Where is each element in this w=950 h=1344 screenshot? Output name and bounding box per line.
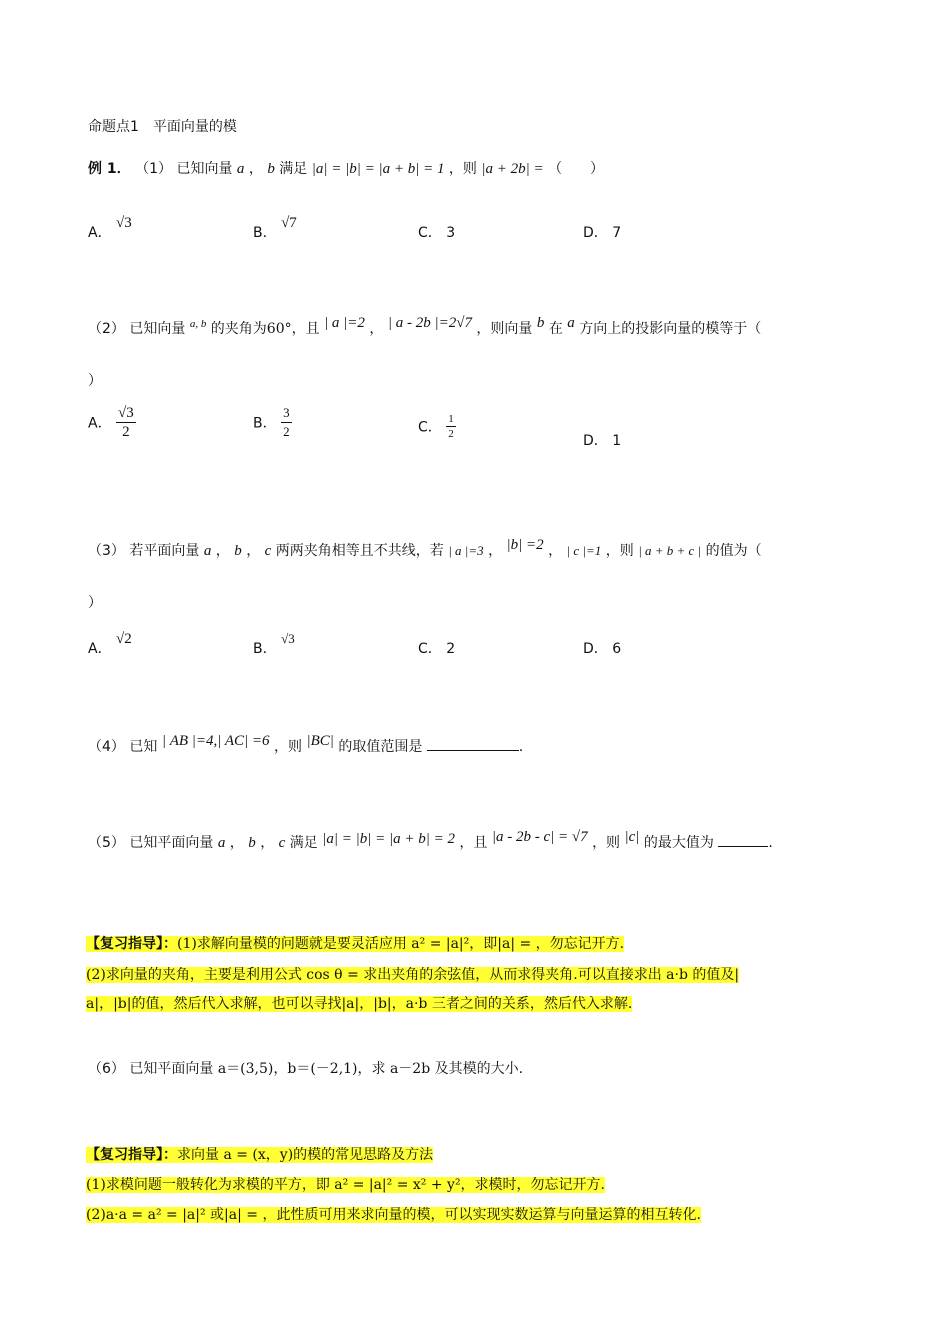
q1-option-a	[88, 215, 132, 242]
question-number: （2）	[88, 321, 125, 337]
target-formula: |c|	[624, 829, 640, 845]
condition-1: | a |=2	[324, 315, 365, 331]
var-c: c	[264, 543, 272, 559]
guide-label: 【复习指导】：	[86, 936, 177, 952]
guide-text: (1)求解向量模的问题就是要灵活应用 a² = |a|²，即|a| = ，勿忘记开方.	[177, 936, 625, 952]
q2-option-d	[583, 430, 621, 450]
option-fraction	[116, 404, 136, 441]
stem-text: 满足	[279, 161, 308, 177]
q3-option-a	[88, 631, 132, 658]
question-4	[88, 733, 524, 756]
option-letter: B．	[253, 641, 277, 657]
q1-option-d	[583, 222, 621, 242]
condition-formula: |a| = |b| = |a + b| = 1	[311, 161, 445, 177]
guide-label: 【复习指导】：	[86, 1147, 177, 1163]
question-3	[88, 537, 762, 560]
q3-option-d	[583, 638, 621, 658]
q1-option-c	[418, 222, 455, 242]
var-b: b	[536, 315, 545, 331]
stem-text: 在	[548, 321, 563, 337]
section-title: 命题点1 平面向量的模	[88, 119, 237, 135]
condition-2: |b| =2	[506, 537, 544, 553]
target-formula: | a + b + c |	[638, 543, 702, 558]
separator: ，	[369, 321, 384, 337]
guide-text: (1)求模问题一般转化为求模的平方，即 a² = |a|² = x² + y²，求模时，勿忘记开方.	[86, 1177, 606, 1193]
period: .	[768, 835, 773, 851]
guide-1-line-2	[86, 965, 739, 985]
q1-option-b	[253, 215, 297, 242]
option-letter: C．	[418, 641, 442, 657]
guide-2-line-2	[86, 1205, 701, 1225]
q2-option-c	[418, 412, 456, 441]
vars-ab: a, b	[189, 318, 207, 330]
option-letter: C．	[418, 225, 442, 241]
q2-option-b	[253, 404, 292, 441]
stem-text: 的夹角为60°，且	[210, 321, 320, 337]
option-letter: D．	[583, 641, 608, 657]
question-5	[88, 829, 773, 852]
separator: ，	[246, 543, 261, 559]
condition-formula: | AB |=4,| AC| =6	[161, 733, 270, 749]
separator: ，	[260, 835, 275, 851]
q3-option-b	[253, 631, 295, 658]
question-1	[88, 158, 604, 178]
stem-text: 方向上的投影向量的模等于（	[579, 321, 762, 337]
option-letter: D．	[583, 433, 608, 449]
option-value: 7	[612, 225, 622, 241]
separator: ，	[229, 835, 244, 851]
review-guide-2	[86, 1145, 701, 1225]
q2-close-paren: ）	[88, 373, 102, 389]
answer-blank	[427, 736, 519, 751]
var-b: b	[267, 161, 275, 177]
stem-text: 已知平面向量 a＝(3,5)，b＝(－2,1)，求 a－2b 及其模的大小.	[129, 1061, 524, 1077]
stem-text: ，则	[592, 835, 621, 851]
guide-1-line-1	[86, 934, 739, 954]
stem-text: 已知向量	[176, 161, 233, 177]
option-letter: A．	[88, 415, 112, 432]
var-b: b	[234, 543, 242, 559]
option-letter: A．	[88, 225, 112, 241]
option-letter: D．	[583, 225, 608, 241]
stem-text: 若平面向量	[129, 543, 200, 559]
fraction-denominator: 2	[283, 424, 290, 439]
q3-option-c	[418, 638, 455, 658]
stem-text: ，则	[448, 161, 477, 177]
target-formula: |a + 2b| =	[481, 161, 544, 177]
fraction-denominator: 2	[122, 424, 130, 440]
question-number: （6）	[88, 1061, 125, 1077]
var-a: a	[567, 315, 575, 331]
q3-close-paren: ）	[88, 595, 102, 611]
condition-3: | c |=1	[566, 543, 602, 558]
guide-text: 求向量 a = (x，y)的模的常见思路及方法	[177, 1147, 434, 1163]
period: .	[518, 739, 524, 755]
q2-option-a	[88, 404, 136, 441]
condition-1: | a |=3	[448, 543, 484, 558]
stem-text: ，则向量	[476, 321, 533, 337]
var-a: a	[217, 835, 226, 851]
question-number: （5）	[88, 835, 125, 851]
option-value: 6	[612, 641, 622, 657]
var-c: c	[278, 835, 286, 851]
option-value: √2	[116, 631, 132, 647]
question-6	[88, 1058, 523, 1078]
stem-text: 满足	[289, 835, 318, 851]
var-a: a	[203, 543, 212, 559]
option-value: 2	[446, 641, 456, 657]
answer-paren: （ ）	[548, 161, 605, 177]
option-value: 1	[612, 433, 622, 449]
option-fraction	[281, 404, 292, 441]
question-number: （1）	[135, 161, 172, 177]
question-number: （4）	[88, 739, 125, 755]
stem-text: 两两夹角相等且不共线，若	[275, 543, 444, 559]
fraction-numerator: 3	[281, 404, 292, 423]
guide-2-line-1	[86, 1175, 701, 1195]
var-a: a	[236, 161, 245, 177]
option-fraction	[446, 412, 456, 441]
fraction-denominator: 2	[448, 428, 454, 440]
stem-text: ，则	[274, 739, 302, 755]
guide-2-line-0	[86, 1145, 701, 1165]
guide-text: (2)求向量的夹角，主要是利用公式 cos θ = 求出夹角的余弦值，从而求得夹角.可以直接求出 a·b 的值及|	[86, 967, 740, 983]
condition-2: | a - 2b |=2√7	[387, 315, 472, 331]
option-letter: A．	[88, 641, 112, 657]
answer-blank	[718, 832, 768, 847]
target-formula: |BC|	[306, 733, 334, 749]
separator: ，	[488, 543, 503, 559]
stem-text: 的取值范围是	[338, 739, 423, 755]
stem-text: 的最大值为	[643, 835, 714, 851]
guide-1-line-3	[86, 994, 739, 1014]
question-number: （3）	[88, 543, 125, 559]
separator: ，	[548, 543, 563, 559]
guide-text: a|，|b|的值，然后代入求解，也可以寻找|a|，|b|，a·b 三者之间的关系，然后代入求解.	[86, 996, 633, 1012]
option-value: √7	[281, 215, 297, 231]
fraction-numerator: 1	[448, 413, 454, 425]
stem-text: ，且	[459, 835, 488, 851]
fraction-numerator: √3	[118, 405, 134, 421]
condition-2: |a - 2b - c| = √7	[491, 829, 588, 845]
stem-text: 已知平面向量	[129, 835, 214, 851]
review-guide-1	[86, 934, 739, 1014]
option-letter: C．	[418, 419, 442, 436]
option-letter: B．	[253, 415, 277, 432]
stem-text: 已知向量	[129, 321, 186, 337]
option-value: √3	[116, 215, 132, 231]
stem-text: 已知	[129, 739, 158, 755]
var-b: b	[248, 835, 256, 851]
option-value: 3	[446, 225, 456, 241]
condition-1: |a| = |b| = |a + b| = 2	[322, 831, 455, 847]
question-2	[88, 315, 762, 338]
option-letter: B．	[253, 225, 277, 241]
separator: ，	[215, 543, 230, 559]
example-label: 例 1．	[88, 161, 131, 177]
separator: ，	[248, 161, 263, 177]
option-value: √3	[281, 631, 295, 646]
guide-text: (2)a·a = a² = |a|² 或|a| = ，此性质可用来求向量的模，可以实现实数运算与向量运算的相互转化.	[86, 1207, 701, 1223]
stem-text: 的值为（	[705, 543, 762, 559]
stem-text: ，则	[605, 543, 634, 559]
